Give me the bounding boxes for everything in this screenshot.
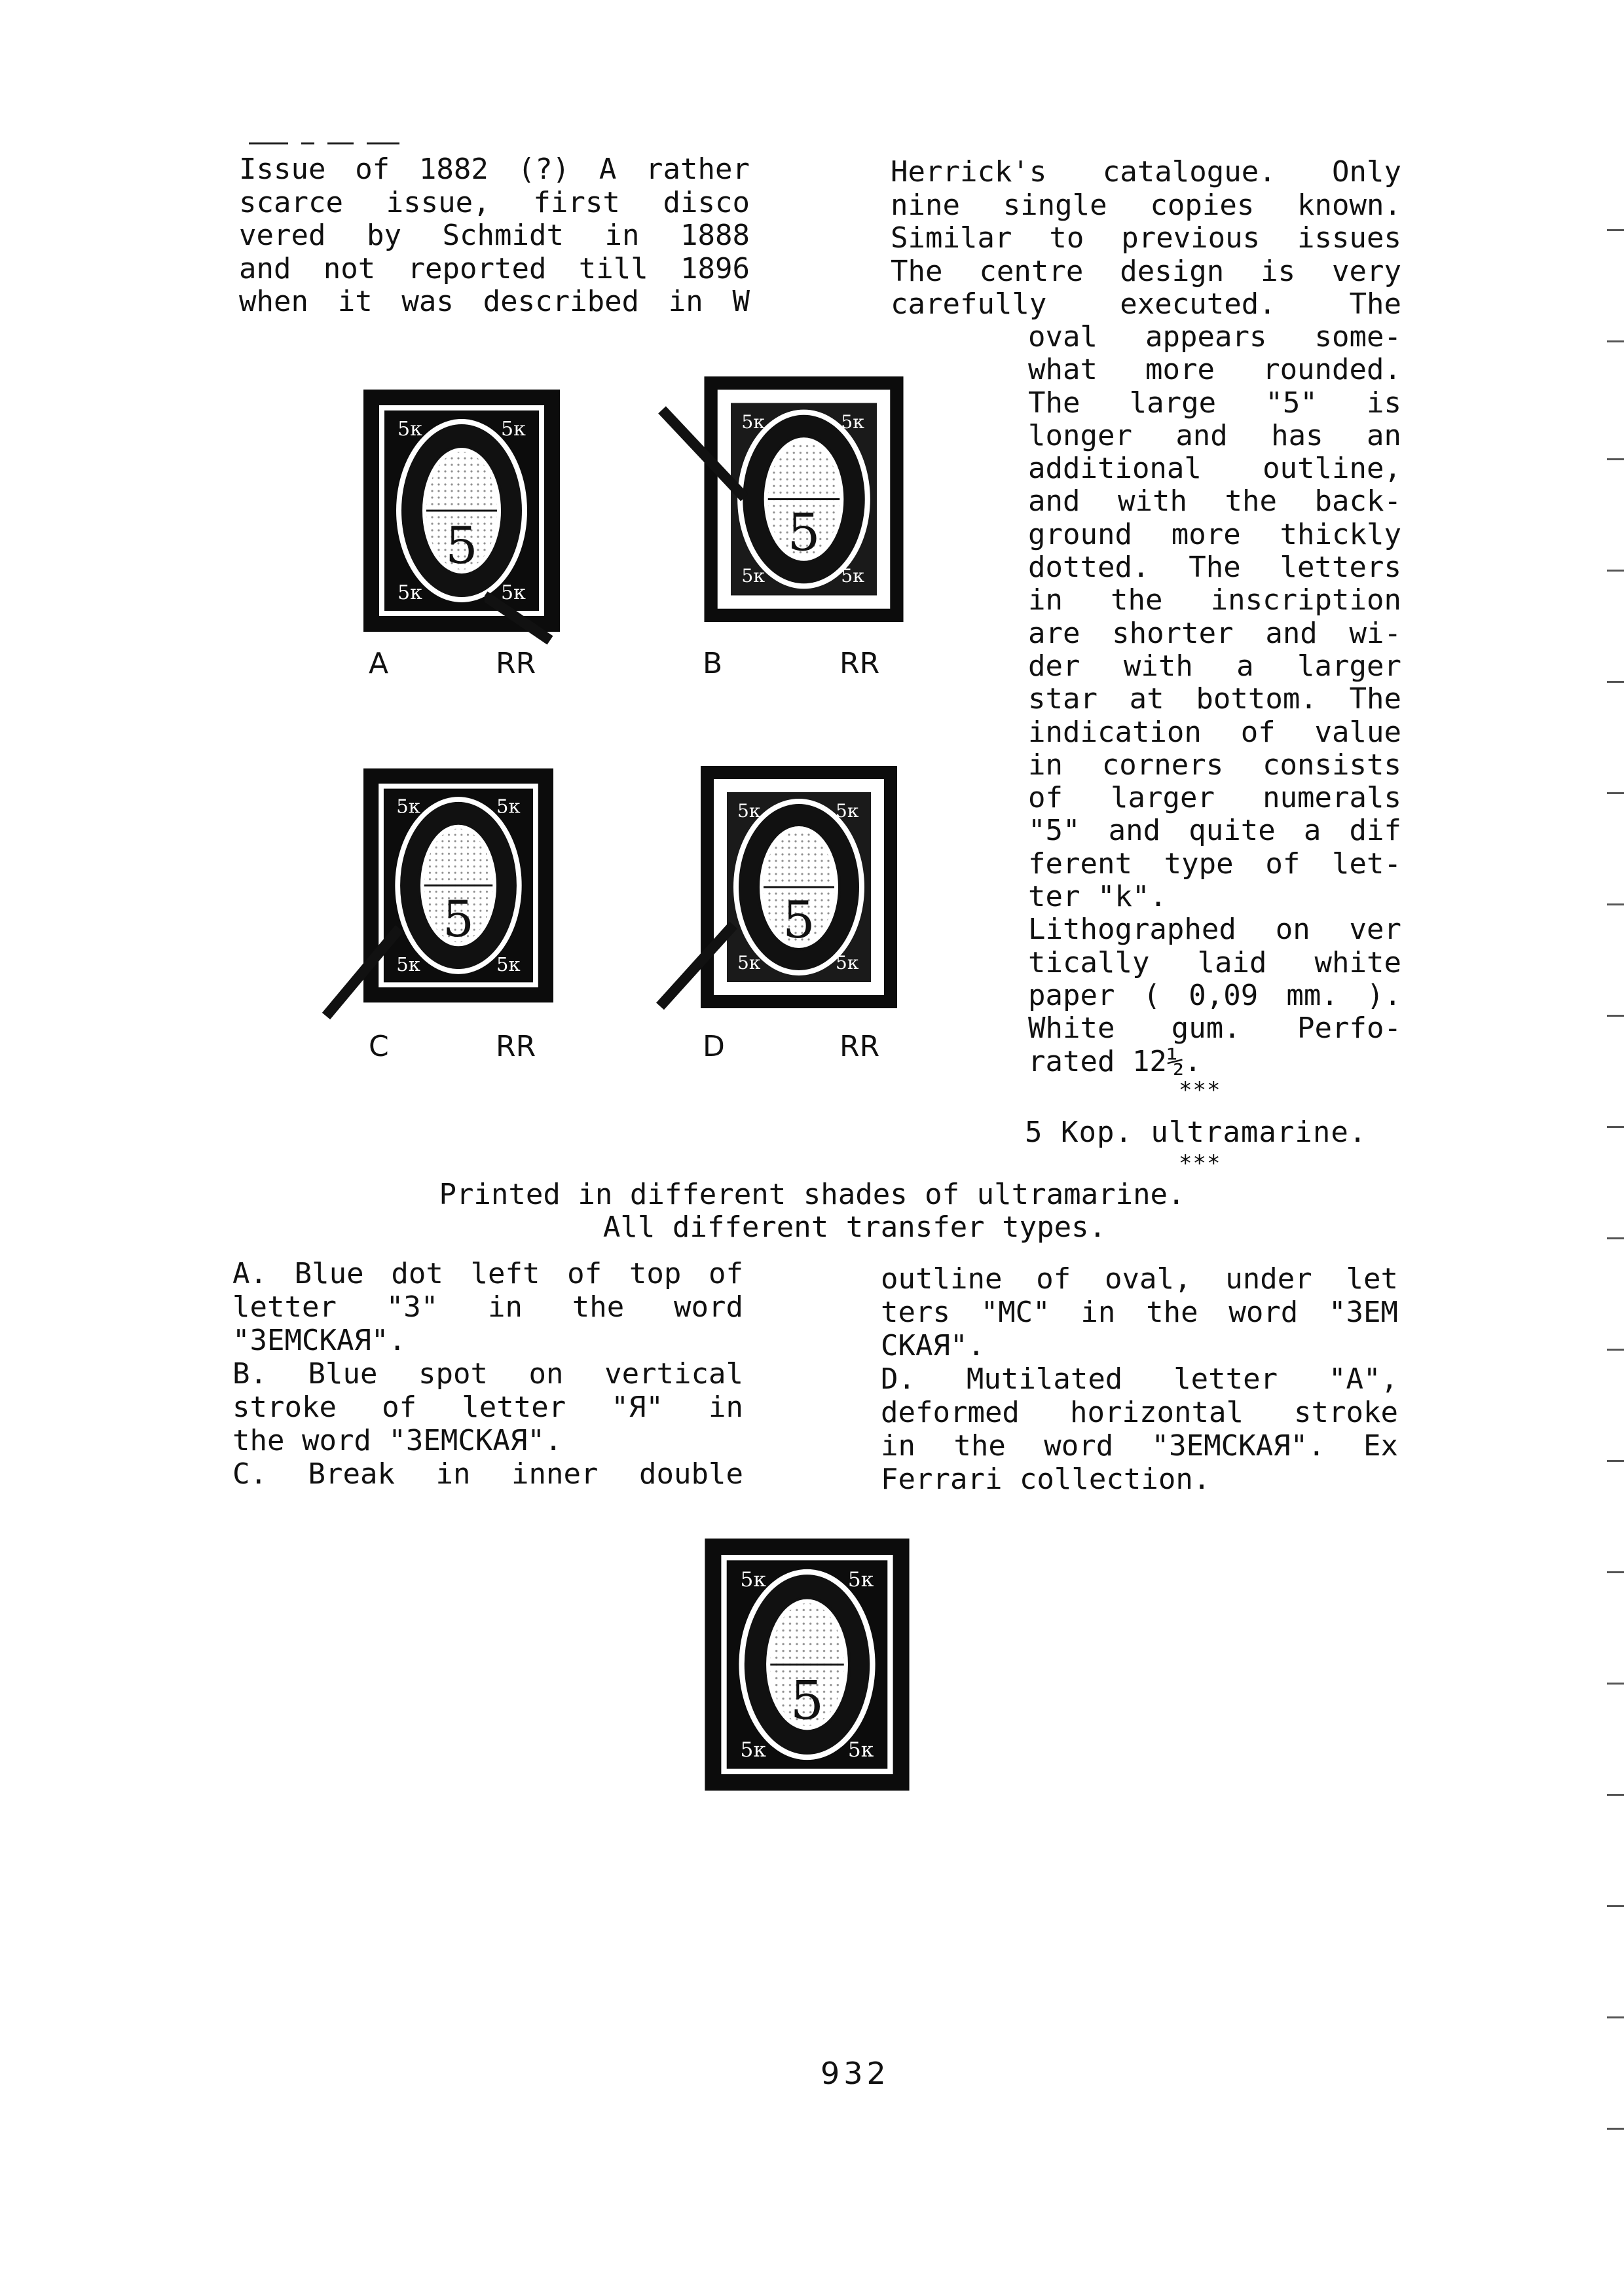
text-line: star at bottom. The <box>1028 682 1401 716</box>
margin-tick <box>1607 1349 1624 1351</box>
margin-tick <box>1607 2016 1624 2018</box>
text-line: "ЗЕМСКАЯ". <box>232 1324 406 1357</box>
margin-tick <box>1607 1683 1624 1685</box>
pointer-arrow-b <box>658 406 750 504</box>
text-line: The centre design is very <box>891 254 1401 288</box>
header-dashes <box>249 134 399 147</box>
stamp-b-rarity: RR <box>840 647 880 680</box>
stamp-corner-value: 5к <box>501 581 526 604</box>
separator-stars: *** <box>1179 1150 1221 1176</box>
text-line: dotted. The letters <box>1028 551 1401 585</box>
text-line: and with the back- <box>1028 484 1401 519</box>
stamp-a-letter: A <box>369 647 389 680</box>
text-line: paper ( 0,09 mm. ). <box>1028 978 1401 1012</box>
margin-tick <box>1607 458 1624 460</box>
stamp-corner-value: 5к <box>396 953 420 975</box>
notes-left-column <box>232 1257 743 1491</box>
margin-tick <box>1607 1126 1624 1128</box>
text-line: additional outline, <box>1028 452 1401 486</box>
text-line: stroke of letter "Я" in <box>232 1391 743 1424</box>
margin-tick <box>1607 570 1624 572</box>
text-line: outline of oval, under let <box>881 1262 1398 1296</box>
text-line: The large "5" is <box>1028 386 1401 420</box>
stamp-corner-value: 5к <box>836 800 859 822</box>
text-line: deformed horizontal stroke <box>881 1396 1398 1429</box>
separator-stars: *** <box>1179 1077 1221 1103</box>
stamp-bottom-image <box>704 1539 910 1791</box>
stamp-numeral: 5 <box>445 517 478 575</box>
margin-tick <box>1607 340 1624 342</box>
text-line: of larger numerals <box>1028 781 1401 815</box>
text-line: rated 12½. <box>1028 1044 1202 1078</box>
text-line: C. Break in inner double <box>232 1457 743 1491</box>
text-line: ters "MC" in the word "ЗЕМ <box>881 1296 1398 1329</box>
stamp-numeral: 5 <box>787 502 821 563</box>
text-line: oval appears some- <box>1028 320 1401 354</box>
stamp-corner-value: 5к <box>397 418 422 441</box>
margin-tick <box>1607 1571 1624 1573</box>
margin-tick <box>1607 2128 1624 2130</box>
stamp-corner-value: 5к <box>841 565 865 587</box>
page-number: 932 <box>821 2056 890 2091</box>
stamp-corner-value: 5к <box>741 411 766 433</box>
text-line: Ferrari collection. <box>881 1463 1211 1496</box>
pointer-arrow-d <box>655 920 740 1011</box>
margin-tick <box>1607 792 1624 794</box>
text-line: vered by Schmidt in 1888 <box>239 219 750 252</box>
text-line: in the inscription <box>1028 583 1401 617</box>
text-line: Issue of 1882 (?) A rather <box>239 153 750 186</box>
stamp-corner-value: 5к <box>741 565 766 587</box>
text-line: carefully executed. The <box>891 287 1401 321</box>
text-line: are shorter and wi- <box>1028 616 1401 650</box>
stamp-corner-value: 5к <box>740 1567 766 1592</box>
margin-tick <box>1607 1237 1624 1239</box>
stamp-corner-value: 5к <box>737 800 761 822</box>
text-line: B. Blue spot on vertical <box>232 1357 743 1391</box>
text-line: longer and has an <box>1028 418 1401 452</box>
description-right-column <box>1028 321 1401 1078</box>
shades-line: Printed in different shades of ultramarine. <box>439 1178 1185 1211</box>
text-line: when it was described in W <box>239 285 750 318</box>
text-line: White gum. Perfo- <box>1028 1011 1401 1046</box>
text-line: ter "k". <box>1028 880 1167 914</box>
stamp-d-letter: D <box>703 1030 725 1063</box>
text-line: in corners consists <box>1028 748 1401 782</box>
text-line: indication of value <box>1028 715 1401 749</box>
text-line: ground more thickly <box>1028 517 1401 551</box>
margin-tick <box>1607 1794 1624 1796</box>
margin-tick <box>1607 1460 1624 1462</box>
text-line: A. Blue dot left of top of <box>232 1257 743 1290</box>
stamp-corner-value: 5к <box>847 1738 874 1762</box>
stamp-corner-value: 5к <box>496 953 521 975</box>
stamp-a-rarity: RR <box>496 647 536 680</box>
stamp-corner-value: 5к <box>496 795 521 818</box>
stamp-corner-value: 5к <box>737 952 761 974</box>
margin-tick <box>1607 229 1624 231</box>
intro-right-column <box>891 156 1401 321</box>
text-line: СКАЯ". <box>881 1329 985 1362</box>
stamp-numeral: 5 <box>790 1670 824 1732</box>
notes-right-column <box>881 1262 1398 1496</box>
text-line: Herrick's catalogue. Only <box>891 155 1401 189</box>
stamp-b-letter: B <box>703 647 723 680</box>
value-line: 5 Kop. ultramarine. <box>1025 1116 1367 1149</box>
text-line: the word "ЗЕМСКАЯ". <box>232 1424 563 1457</box>
stamp-numeral: 5 <box>783 891 815 950</box>
stamp-c-rarity: RR <box>496 1030 536 1063</box>
pointer-arrow-c <box>321 923 406 1021</box>
stamp-numeral: 5 <box>443 890 474 948</box>
text-line: and not reported till 1896 <box>239 251 750 285</box>
stamp-corner-value: 5к <box>396 795 420 818</box>
margin-tick <box>1607 1015 1624 1017</box>
margin-tick <box>1607 903 1624 905</box>
stamp-corner-value: 5к <box>501 418 526 441</box>
text-line: ferent type of let- <box>1028 847 1401 881</box>
stamp-d-rarity: RR <box>840 1030 880 1063</box>
text-line: "5" and quite a dif <box>1028 814 1401 848</box>
text-line: Similar to previous issues <box>891 221 1401 255</box>
intro-left-column <box>239 153 750 319</box>
margin-tick <box>1607 681 1624 683</box>
text-line: letter "З" in the word <box>232 1290 743 1324</box>
text-line: nine single copies known. <box>891 188 1401 222</box>
stamp-corner-value: 5к <box>847 1567 874 1592</box>
pointer-arrow-a <box>485 589 557 648</box>
transfer-types-line: All different transfer types. <box>602 1211 1107 1244</box>
text-line: der with a larger <box>1028 649 1401 683</box>
text-line: in the word "ЗЕМСКАЯ". Ex <box>881 1429 1398 1463</box>
stamp-corner-value: 5к <box>740 1738 766 1762</box>
text-line: D. Mutilated letter "A", <box>881 1362 1398 1396</box>
margin-tick <box>1607 1905 1624 1907</box>
text-line: tically laid white <box>1028 945 1401 979</box>
stamp-corner-value: 5к <box>397 581 422 604</box>
text-line: what more rounded. <box>1028 353 1401 387</box>
stamp-c-letter: C <box>369 1030 389 1063</box>
text-line: Lithographed on ver <box>1028 913 1401 947</box>
stamp-corner-value: 5к <box>836 952 859 974</box>
stamp-corner-value: 5к <box>841 411 865 433</box>
text-line: scarce issue, first disco <box>239 185 750 219</box>
